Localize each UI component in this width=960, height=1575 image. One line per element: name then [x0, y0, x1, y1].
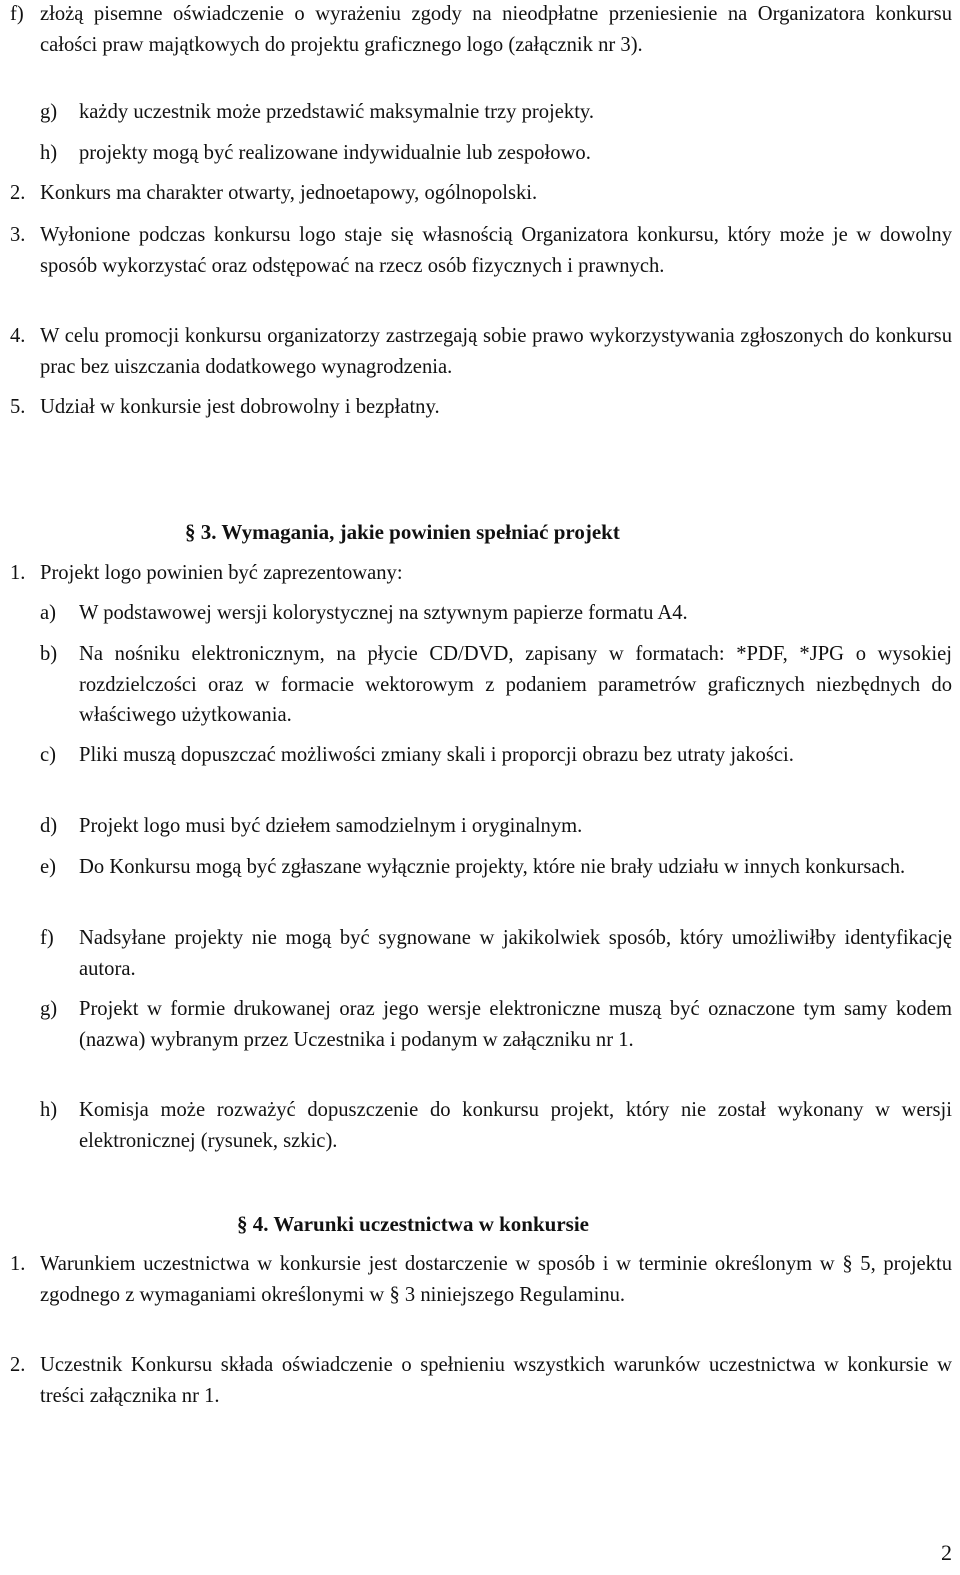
- list-item: [10, 220, 952, 281]
- list-label: h): [40, 142, 58, 164]
- list-label: 1.: [10, 562, 26, 584]
- list-text: Konkurs ma charakter otwarty, jednoetapowy, ogólnopolski.: [40, 182, 538, 204]
- list-item: [40, 740, 952, 771]
- list-item: [40, 639, 952, 731]
- list-item: [40, 1095, 952, 1156]
- page-number: 2: [941, 1540, 952, 1565]
- list-item: [40, 923, 952, 984]
- list-item: [40, 811, 952, 842]
- list-label: a): [40, 602, 56, 624]
- list-text: Na nośniku elektronicznym, na płycie CD/DVD, zapisany w formatach: *PDF, *JPG o wysokiej rozdzielczości oraz w formacie wektorowym z podaniem parametrów graficznych niezbędnych do właściwego użytkowania.: [79, 643, 952, 726]
- list-text: Projekt w formie drukowanej oraz jego wersje elektroniczne muszą być oznaczone tym samy kodem (nazwa) wybranym przez Uczestnika i podanym w załączniku nr 1.: [79, 998, 952, 1051]
- list-text: projekty mogą być realizowane indywidualnie lub zespołowo.: [79, 142, 591, 164]
- list-label: 4.: [10, 325, 26, 347]
- list-item: [40, 598, 952, 629]
- list-label: 2.: [10, 182, 26, 204]
- list-label: f): [10, 3, 24, 25]
- list-item: [40, 138, 952, 169]
- list-label: e): [40, 856, 56, 878]
- list-label: 2.: [10, 1354, 26, 1376]
- list-item: [10, 178, 952, 209]
- list-text: Warunkiem uczestnictwa w konkursie jest dostarczenie w sposób i w terminie określonym w § 5, projektu zgodnego z wymaganiami określonymi w § 3 niniejszego Regulaminu.: [40, 1253, 952, 1306]
- list-label: 1.: [10, 1253, 26, 1275]
- list-text: Komisja może rozważyć dopuszczenie do konkursu projekt, który nie został wykonany w wersji elektronicznej (rysunek, szkic).: [79, 1099, 952, 1152]
- list-item: [10, 1350, 952, 1411]
- list-text: Projekt logo powinien być zaprezentowany:: [40, 562, 403, 584]
- list-label: g): [40, 101, 58, 123]
- list-text: Projekt logo musi być dziełem samodzielnym i oryginalnym.: [79, 815, 583, 837]
- list-item: [10, 321, 952, 382]
- list-label: b): [40, 643, 58, 665]
- list-label: h): [40, 1099, 58, 1121]
- section-4-heading: § 4. Warunki uczestnictwa w konkursie: [237, 1212, 589, 1236]
- list-item: [40, 852, 952, 883]
- list-text: Udział w konkursie jest dobrowolny i bezpłatny.: [40, 396, 440, 418]
- list-item: [10, 392, 952, 423]
- list-item: [40, 97, 952, 128]
- list-label: g): [40, 998, 58, 1020]
- section-3-intro: [10, 558, 952, 589]
- list-item: [10, 0, 952, 60]
- list-label: c): [40, 744, 56, 766]
- list-text: W celu promocji konkursu organizatorzy zastrzegają sobie prawo wykorzystywania zgłoszonych do konkursu prac bez uiszczania dodatkowego wynagrodzenia.: [40, 325, 952, 378]
- list-label: f): [40, 927, 54, 949]
- list-text: W podstawowej wersji kolorystycznej na sztywnym papierze formatu A4.: [79, 602, 688, 624]
- list-label: d): [40, 815, 58, 837]
- list-text: złożą pisemne oświadczenie o wyrażeniu zgody na nieodpłatne przeniesienie na Organizatora konkursu całości praw majątkowych do projektu graficznego logo (załącznik nr 3).: [40, 3, 952, 56]
- list-text: Pliki muszą dopuszczać możliwości zmiany skali i proporcji obrazu bez utraty jakości.: [79, 744, 794, 766]
- list-text: każdy uczestnik może przedstawić maksymalnie trzy projekty.: [79, 101, 595, 123]
- list-text: Uczestnik Konkursu składa oświadczenie o spełnieniu wszystkich warunków uczestnictwa w konkursie w treści załącznika nr 1.: [40, 1354, 952, 1407]
- section-3-heading: § 3. Wymagania, jakie powinien spełniać projekt: [185, 520, 620, 544]
- list-item: [40, 994, 952, 1055]
- list-label: 5.: [10, 396, 26, 418]
- list-text: Wyłonione podczas konkursu logo staje się własnością Organizatora konkursu, który może je w dowolny sposób wykorzystać oraz odstępować na rzecz osób fizycznych i prawnych.: [40, 224, 952, 277]
- list-label: 3.: [10, 224, 26, 246]
- list-text: Nadsyłane projekty nie mogą być sygnowane w jakikolwiek sposób, który umożliwiłby identyfikację autora.: [79, 927, 952, 980]
- list-text: Do Konkursu mogą być zgłaszane wyłącznie projekty, które nie brały udziału w innych konkursach.: [79, 856, 906, 878]
- list-item: [10, 1249, 952, 1310]
